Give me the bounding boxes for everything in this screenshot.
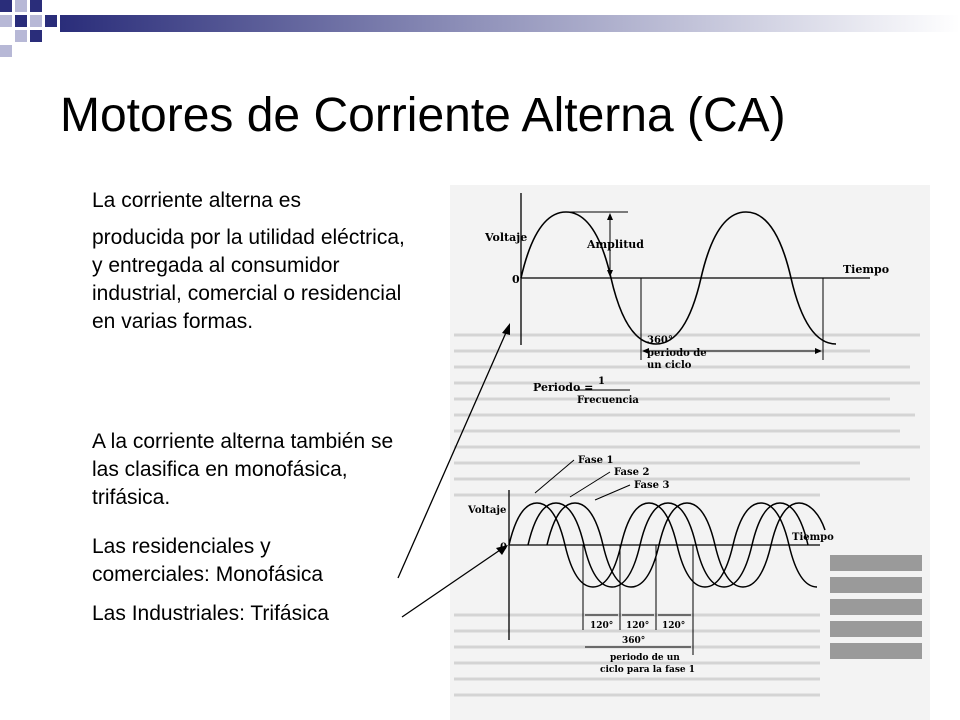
single-phase-zero-label: 0 [512, 273, 520, 286]
industrial-arrow [402, 548, 503, 617]
single-phase-cycle-label-1: periodo de [647, 348, 707, 359]
single-phase-time-label: Tiempo [843, 263, 890, 276]
interval-label-1: 120° [590, 621, 614, 631]
residential-line: Las residenciales y comerciales: Monofásica [92, 535, 324, 586]
industrial-arrowhead [496, 545, 508, 555]
single-phase-amplitude-label: Amplitud [587, 238, 644, 251]
period-formula-numerator: 1 [598, 376, 605, 387]
single-phase-voltage-label: Voltaje [485, 231, 528, 244]
three-phase-time-label: Tiempo [792, 532, 834, 543]
interval-label-2: 120° [626, 621, 650, 631]
single-phase-degrees-label: 360° [647, 335, 673, 346]
single-phase-cycle-label-2: un ciclo [647, 360, 692, 371]
three-phase-voltage-label: Voltaje [468, 505, 507, 516]
slide-title: Motores de Corriente Alterna (CA) [60, 89, 786, 142]
phase-2-label: Fase 2 [614, 467, 650, 478]
phase-1-label: Fase 1 [578, 455, 614, 466]
paragraph-1-body: producida por la utilidad eléctrica, y entregada al consumidor industrial, comercial o residencial en varias formas. [92, 226, 405, 333]
period-formula-denominator: Frecuencia [577, 395, 639, 406]
industrial-line: Las Industriales: Trifásica [92, 602, 329, 625]
paragraph-1-first-line: La corriente alterna es [92, 189, 301, 212]
phase-3-label: Fase 3 [634, 480, 670, 491]
three-phase-cycle-label-2: ciclo para la fase 1 [600, 665, 696, 675]
residential-arrow [398, 328, 508, 578]
three-phase-degrees-label: 360° [622, 636, 646, 646]
three-phase-cycle-label-1: periodo de un [610, 653, 680, 663]
paragraph-2: A la corriente alterna también se las clasifica en monofásica, trifásica. [92, 430, 394, 509]
interval-label-3: 120° [662, 621, 686, 631]
period-formula-label: Periodo = [533, 381, 594, 394]
residential-arrowhead [502, 323, 510, 335]
